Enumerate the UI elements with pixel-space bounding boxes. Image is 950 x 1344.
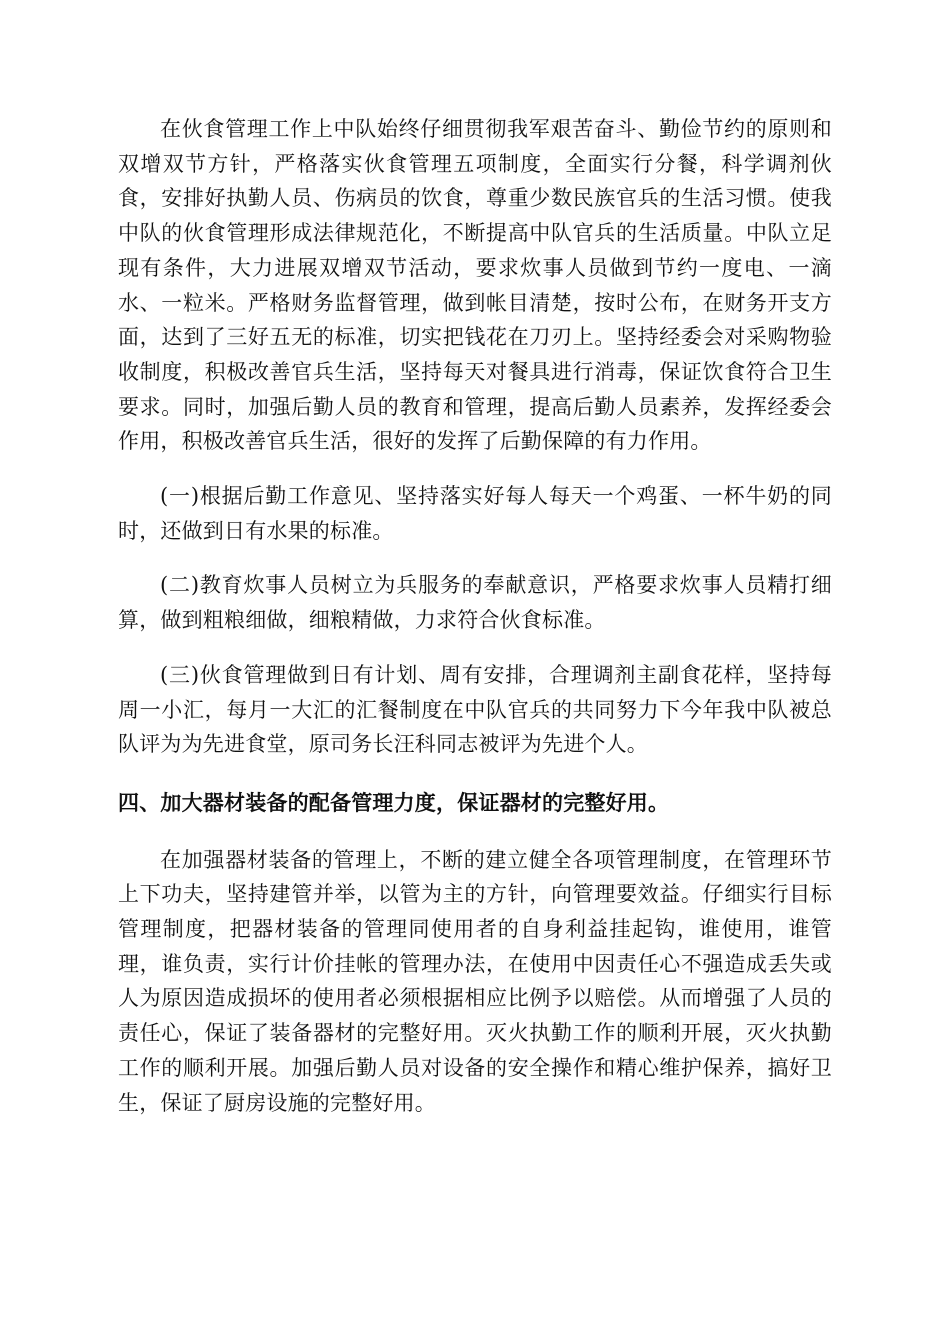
paragraph-equipment-management: 在加强器材装备的管理上，不断的建立健全各项管理制度，在管理环节上下功夫，坚持建管并举，以管为主的方针，向管理要效益。仔细实行目标管理制度，把器材装备的管理同使用者的自身利益挂起钩，谁使用，谁管理，谁负责，实行计价挂帐的管理办法，在使用中因责任心不强造成丢失或人为原因造成损坏的使用者必须根据相应比例予以赔偿。从而增强了人员的责任心，保证了装备器材的完整好用。灭火执勤工作的顺利开展，灭火执勤工作的顺利开展。加强后勤人员对设备的安全操作和精心维护保养，搞好卫生，保证了厨房设施的完整好用。 (118, 847, 832, 1115)
section-heading-equipment: 四、加大器材装备的配备管理力度，保证器材的完整好用。 (118, 790, 670, 815)
paragraph-item-one: (一)根据后勤工作意见、坚持落实好每人每天一个鸡蛋、一杯牛奶的同时，还做到日有水果的标准。 (118, 484, 832, 543)
paragraph-mess-management: 在伙食管理工作上中队始终仔细贯彻我军艰苦奋斗、勤俭节约的原则和双增双节方针，严格落实伙食管理五项制度，全面实行分餐，科学调剂伙食，安排好执勤人员、伤病员的饮食，尊重少数民族官兵的生活习惯。使我中队的伙食管理形成法律规范化，不断提高中队官兵的生活质量。中队立足现有条件，大力进展双增双节活动，要求炊事人员做到节约一度电、一滴水、一粒米。严格财务监督管理，做到帐目清楚，按时公布，在财务开支方面，达到了三好五无的标准，切实把钱花在刀刃上。坚持经委会对采购物验收制度，积极改善官兵生活，坚持每天对餐具进行消毒，保证饮食符合卫生要求。同时，加强后勤人员的教育和管理，提高后勤人员素养，发挥经委会作用，积极改善官兵生活，很好的发挥了后勤保障的有力作用。 (118, 117, 832, 454)
document-body (118, 112, 832, 1120)
paragraph-item-two: (二)教育炊事人员树立为兵服务的奉献意识，严格要求炊事人员精打细算，做到粗粮细做，细粮精做，力求符合伙食标准。 (118, 573, 832, 633)
paragraph-item-three: (三)伙食管理做到日有计划、周有安排，合理调剂主副食花样，坚持每周一小汇，每月一大汇的汇餐制度在中队官兵的共同努力下今年我中队被总队评为为先进食堂，原司务长汪科同志被评为先进个人。 (118, 662, 832, 757)
